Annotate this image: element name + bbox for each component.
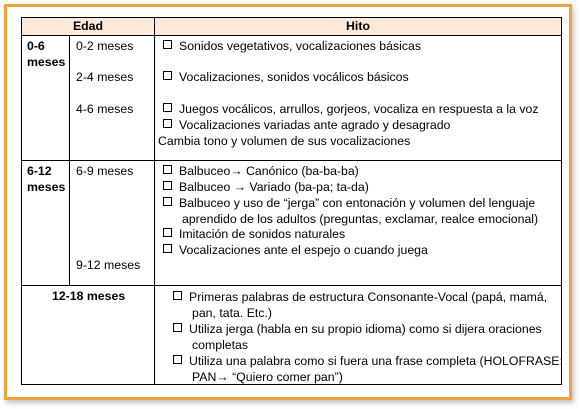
section-6-12 [22, 161, 562, 286]
milestones-cell [155, 36, 562, 161]
milestone-text: Vocalizaciones variadas ante agrado y desagrado [179, 118, 451, 132]
sub-age-label: 9-12 meses [76, 258, 141, 272]
checkbox-icon [163, 244, 172, 253]
checkbox-icon [163, 181, 172, 190]
age-label-line2: meses [27, 180, 66, 194]
milestones-cell [155, 161, 562, 286]
header-hito: Hito [155, 18, 562, 36]
document-frame [4, 4, 572, 400]
milestone-text: Vocalizaciones, sonidos vocálicos básicos [179, 70, 409, 84]
age-label-line2: meses [27, 55, 66, 69]
header-edad: Edad [22, 18, 155, 36]
age-cell [22, 36, 70, 161]
checkbox-icon [163, 165, 172, 174]
milestone-text: Utiliza jerga (habla en su propio idioma) como si dijera oraciones completas [189, 322, 542, 352]
checkbox-icon [163, 103, 172, 112]
checkbox-icon [163, 40, 172, 49]
sub-age-label: 6-9 meses [76, 164, 134, 178]
section-0-6 [22, 36, 562, 161]
milestone-item [163, 195, 572, 227]
milestone-text: Balbuceo y uso de “jerga” con entonación y volumen del lenguaje aprendido de los adultos (preguntas, exclamar, realce emocional) [179, 196, 539, 226]
sub-age-cell [70, 161, 155, 286]
milestone-text: Balbuceo→ Canónico (ba-ba-ba) [179, 164, 359, 178]
sub-age-label: 4-6 meses [76, 102, 134, 116]
milestones-table [21, 17, 562, 385]
age-cell [22, 161, 70, 286]
milestone-text: Vocalizaciones ante el espejo o cuando juega [179, 243, 428, 257]
age-cell [22, 286, 155, 385]
milestone-item [173, 289, 574, 321]
checkbox-icon [173, 355, 182, 364]
checkbox-icon [163, 71, 172, 80]
milestone-note: Cambia tono y volumen de sus vocalizaciones [158, 134, 411, 148]
milestone-item [163, 180, 369, 194]
milestone-item [173, 321, 574, 353]
checkbox-icon [163, 119, 172, 128]
age-label: 12-18 meses [52, 289, 126, 303]
milestone-item [163, 118, 450, 132]
milestone-item [173, 353, 574, 385]
milestones-cell [155, 286, 562, 385]
milestone-text: Utiliza una palabra como si fuera una frase completa (HOLOFRASE: PAN→ “Quiero comer pan”) [189, 354, 563, 384]
milestone-text: Juegos vocálicos, arrullos, gorjeos, vocaliza en respuesta a la voz [179, 102, 539, 116]
milestone-text: Imitación de sonidos naturales [179, 227, 346, 241]
sub-age-label: 2-4 meses [76, 70, 134, 84]
section-12-18 [22, 286, 562, 385]
age-label-line1: 0-6 [27, 39, 45, 53]
sub-age-cell [70, 36, 155, 161]
checkbox-icon [163, 197, 172, 206]
milestone-item [163, 102, 539, 116]
header-row [22, 18, 562, 36]
milestone-text: Primeras palabras de estructura Consonante-Vocal (papá, mamá, pan, tata. Etc.) [189, 290, 548, 320]
milestone-text: Balbuceo → Variado (ba-pa; ta-da) [179, 180, 369, 194]
milestone-text: Sonidos vegetativos, vocalizaciones básicas [179, 39, 421, 53]
milestone-item [163, 164, 359, 178]
sub-age-label: 0-2 meses [76, 39, 134, 53]
checkbox-icon [163, 228, 172, 237]
milestone-item [163, 227, 345, 241]
milestone-item [163, 243, 428, 257]
milestone-item [163, 70, 409, 84]
milestone-item [163, 39, 421, 53]
checkbox-icon [173, 291, 182, 300]
age-label-line1: 6-12 [27, 164, 52, 178]
checkbox-icon [173, 323, 182, 332]
